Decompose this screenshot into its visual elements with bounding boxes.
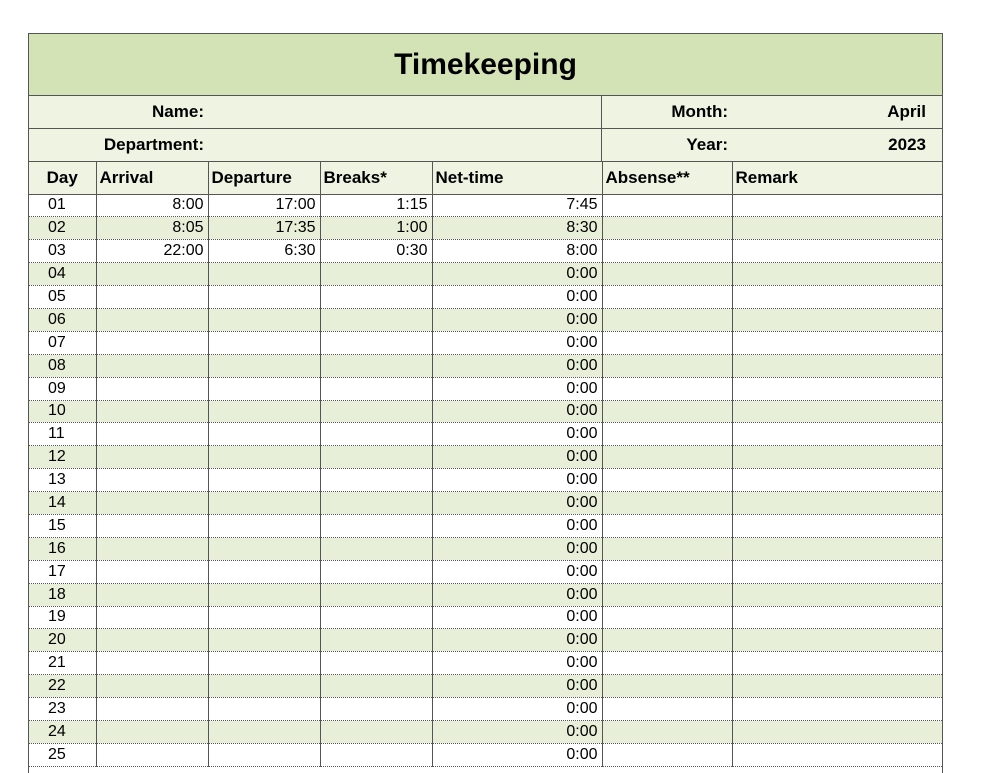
table-row xyxy=(29,629,942,652)
absence-cell[interactable] xyxy=(602,217,732,240)
breaks-cell[interactable] xyxy=(320,423,432,446)
remark-cell[interactable] xyxy=(732,194,942,217)
absence-cell[interactable] xyxy=(602,698,732,721)
net-time-cell: 0:00 xyxy=(432,492,602,515)
department-label: Department: xyxy=(103,135,204,154)
breaks-cell[interactable]: 1:00 xyxy=(320,217,432,240)
departure-cell[interactable] xyxy=(208,606,320,629)
table-row xyxy=(29,354,942,377)
departure-cell[interactable] xyxy=(208,583,320,606)
name-label: Name: xyxy=(152,102,204,121)
remark-cell[interactable] xyxy=(732,423,942,446)
net-time-cell: 0:00 xyxy=(432,308,602,331)
absence-cell[interactable] xyxy=(602,400,732,423)
table-row xyxy=(29,537,942,560)
table-body xyxy=(29,194,942,766)
day-cell: 24 xyxy=(29,720,96,743)
absence-cell[interactable] xyxy=(602,720,732,743)
arrival-cell[interactable] xyxy=(96,331,208,354)
remark-cell[interactable] xyxy=(732,698,942,721)
arrival-cell[interactable] xyxy=(96,537,208,560)
arrival-cell[interactable] xyxy=(96,286,208,309)
table-row xyxy=(29,194,942,217)
day-cell: 22 xyxy=(29,675,96,698)
day-cell: 07 xyxy=(29,331,96,354)
day-cell: 10 xyxy=(29,400,96,423)
arrival-cell[interactable] xyxy=(96,423,208,446)
sheet-title: Timekeeping xyxy=(29,34,942,96)
departure-cell[interactable]: 6:30 xyxy=(208,240,320,263)
departure-cell[interactable] xyxy=(208,263,320,286)
absence-cell[interactable] xyxy=(602,743,732,766)
remark-cell[interactable] xyxy=(732,492,942,515)
absence-cell[interactable] xyxy=(602,537,732,560)
day-cell: 21 xyxy=(29,652,96,675)
breaks-cell[interactable] xyxy=(320,583,432,606)
info-row-department-year xyxy=(29,129,942,162)
breaks-cell[interactable] xyxy=(320,698,432,721)
arrival-cell[interactable] xyxy=(96,377,208,400)
year-label: Year: xyxy=(686,135,728,154)
absence-cell[interactable] xyxy=(602,583,732,606)
departure-cell[interactable] xyxy=(208,629,320,652)
day-cell: 14 xyxy=(29,492,96,515)
net-time-cell: 0:00 xyxy=(432,583,602,606)
arrival-cell[interactable] xyxy=(96,308,208,331)
arrival-cell[interactable] xyxy=(96,629,208,652)
departure-cell[interactable] xyxy=(208,675,320,698)
absence-cell[interactable] xyxy=(602,354,732,377)
net-time-cell: 0:00 xyxy=(432,720,602,743)
timekeeping-table xyxy=(29,162,942,767)
absence-cell[interactable] xyxy=(602,652,732,675)
breaks-cell[interactable]: 0:30 xyxy=(320,240,432,263)
departure-cell[interactable] xyxy=(208,743,320,766)
remark-cell[interactable] xyxy=(732,286,942,309)
table-row xyxy=(29,652,942,675)
table-row xyxy=(29,720,942,743)
breaks-cell[interactable] xyxy=(320,308,432,331)
arrival-cell[interactable] xyxy=(96,446,208,469)
breaks-cell[interactable] xyxy=(320,652,432,675)
column-header-breaks: Breaks* xyxy=(320,162,432,194)
column-header-remark: Remark xyxy=(732,162,942,194)
departure-cell[interactable] xyxy=(208,286,320,309)
arrival-cell[interactable] xyxy=(96,400,208,423)
table-row xyxy=(29,743,942,766)
net-time-cell: 0:00 xyxy=(432,400,602,423)
table-row xyxy=(29,263,942,286)
remark-cell[interactable] xyxy=(732,331,942,354)
net-time-cell: 0:00 xyxy=(432,331,602,354)
absence-cell[interactable] xyxy=(602,514,732,537)
table-row xyxy=(29,675,942,698)
arrival-cell[interactable] xyxy=(96,652,208,675)
departure-cell[interactable] xyxy=(208,560,320,583)
day-cell: 01 xyxy=(29,194,96,217)
remark-cell[interactable] xyxy=(732,560,942,583)
breaks-cell[interactable] xyxy=(320,514,432,537)
absence-cell[interactable] xyxy=(602,263,732,286)
column-header-net-time: Net-time xyxy=(432,162,602,194)
breaks-cell[interactable] xyxy=(320,537,432,560)
net-time-cell: 0:00 xyxy=(432,675,602,698)
arrival-cell[interactable] xyxy=(96,514,208,537)
day-cell: 11 xyxy=(29,423,96,446)
remark-cell[interactable] xyxy=(732,652,942,675)
breaks-cell[interactable] xyxy=(320,560,432,583)
remark-cell[interactable] xyxy=(732,354,942,377)
table-header-row xyxy=(29,162,942,194)
table-row xyxy=(29,331,942,354)
absence-cell[interactable] xyxy=(602,560,732,583)
column-header-departure: Departure xyxy=(208,162,320,194)
arrival-cell[interactable] xyxy=(96,743,208,766)
day-cell: 09 xyxy=(29,377,96,400)
absence-cell[interactable] xyxy=(602,492,732,515)
absence-cell[interactable] xyxy=(602,308,732,331)
net-time-cell: 0:00 xyxy=(432,446,602,469)
absence-cell[interactable] xyxy=(602,675,732,698)
departure-cell[interactable] xyxy=(208,446,320,469)
table-row xyxy=(29,423,942,446)
remark-cell[interactable] xyxy=(732,675,942,698)
year-cell[interactable] xyxy=(602,129,942,161)
table-row xyxy=(29,514,942,537)
departure-cell[interactable] xyxy=(208,331,320,354)
net-time-cell: 7:45 xyxy=(432,194,602,217)
day-cell: 16 xyxy=(29,537,96,560)
table-row xyxy=(29,286,942,309)
remark-cell[interactable] xyxy=(732,629,942,652)
departure-cell[interactable] xyxy=(208,652,320,675)
net-time-cell: 0:00 xyxy=(432,423,602,446)
day-cell: 17 xyxy=(29,560,96,583)
departure-cell[interactable] xyxy=(208,423,320,446)
absence-cell[interactable] xyxy=(602,377,732,400)
net-time-cell: 0:00 xyxy=(432,743,602,766)
departure-cell[interactable] xyxy=(208,720,320,743)
column-header-arrival: Arrival xyxy=(96,162,208,194)
departure-cell[interactable] xyxy=(208,492,320,515)
net-time-cell: 0:00 xyxy=(432,537,602,560)
absence-cell[interactable] xyxy=(602,286,732,309)
day-cell: 08 xyxy=(29,354,96,377)
absence-cell[interactable] xyxy=(602,606,732,629)
arrival-cell[interactable] xyxy=(96,263,208,286)
departure-cell[interactable] xyxy=(208,537,320,560)
absence-cell[interactable] xyxy=(602,423,732,446)
arrival-cell[interactable] xyxy=(96,698,208,721)
department-cell[interactable] xyxy=(29,129,602,161)
day-cell: 02 xyxy=(29,217,96,240)
breaks-cell[interactable] xyxy=(320,286,432,309)
breaks-cell[interactable] xyxy=(320,629,432,652)
breaks-cell[interactable] xyxy=(320,377,432,400)
absence-cell[interactable] xyxy=(602,629,732,652)
net-time-cell: 0:00 xyxy=(432,354,602,377)
breaks-cell[interactable] xyxy=(320,675,432,698)
arrival-cell[interactable] xyxy=(96,560,208,583)
departure-cell[interactable]: 17:35 xyxy=(208,217,320,240)
arrival-cell[interactable]: 22:00 xyxy=(96,240,208,263)
breaks-cell[interactable] xyxy=(320,492,432,515)
table-row xyxy=(29,240,942,263)
remark-cell[interactable] xyxy=(732,514,942,537)
breaks-cell[interactable] xyxy=(320,743,432,766)
day-cell: 06 xyxy=(29,308,96,331)
absence-cell[interactable] xyxy=(602,331,732,354)
timesheet xyxy=(28,33,943,773)
month-cell[interactable] xyxy=(602,96,942,128)
departure-cell[interactable] xyxy=(208,308,320,331)
remark-cell[interactable] xyxy=(732,308,942,331)
remark-cell[interactable] xyxy=(732,583,942,606)
table-row xyxy=(29,400,942,423)
day-cell: 03 xyxy=(29,240,96,263)
name-cell[interactable] xyxy=(29,96,602,128)
net-time-cell: 0:00 xyxy=(432,629,602,652)
departure-cell[interactable] xyxy=(208,698,320,721)
remark-cell[interactable] xyxy=(732,263,942,286)
net-time-cell: 0:00 xyxy=(432,698,602,721)
breaks-cell[interactable] xyxy=(320,469,432,492)
table-row xyxy=(29,469,942,492)
net-time-cell: 0:00 xyxy=(432,606,602,629)
breaks-cell[interactable] xyxy=(320,606,432,629)
remark-cell[interactable] xyxy=(732,400,942,423)
net-time-cell: 0:00 xyxy=(432,469,602,492)
absence-cell[interactable] xyxy=(602,446,732,469)
remark-cell[interactable] xyxy=(732,469,942,492)
month-value[interactable]: April xyxy=(887,102,926,121)
day-cell: 05 xyxy=(29,286,96,309)
table-row xyxy=(29,446,942,469)
arrival-cell[interactable] xyxy=(96,720,208,743)
net-time-cell: 0:00 xyxy=(432,377,602,400)
absence-cell[interactable] xyxy=(602,469,732,492)
breaks-cell[interactable] xyxy=(320,331,432,354)
day-cell: 04 xyxy=(29,263,96,286)
net-time-cell: 0:00 xyxy=(432,560,602,583)
day-cell: 25 xyxy=(29,743,96,766)
table-row xyxy=(29,217,942,240)
net-time-cell: 0:00 xyxy=(432,286,602,309)
absence-cell[interactable] xyxy=(602,194,732,217)
breaks-cell[interactable] xyxy=(320,400,432,423)
net-time-cell: 0:00 xyxy=(432,263,602,286)
net-time-cell: 8:00 xyxy=(432,240,602,263)
day-cell: 23 xyxy=(29,698,96,721)
departure-cell[interactable] xyxy=(208,469,320,492)
month-label: Month: xyxy=(671,102,728,121)
arrival-cell[interactable] xyxy=(96,606,208,629)
absence-cell[interactable] xyxy=(602,240,732,263)
table-row xyxy=(29,583,942,606)
year-value[interactable]: 2023 xyxy=(888,135,926,154)
column-header-absence: Absense** xyxy=(602,162,732,194)
day-cell: 19 xyxy=(29,606,96,629)
breaks-cell[interactable] xyxy=(320,354,432,377)
info-row-name-month xyxy=(29,96,942,129)
breaks-cell[interactable] xyxy=(320,446,432,469)
departure-cell[interactable] xyxy=(208,354,320,377)
net-time-cell: 0:00 xyxy=(432,514,602,537)
remark-cell[interactable] xyxy=(732,537,942,560)
remark-cell[interactable] xyxy=(732,446,942,469)
net-time-cell: 8:30 xyxy=(432,217,602,240)
day-cell: 20 xyxy=(29,629,96,652)
remark-cell[interactable] xyxy=(732,743,942,766)
breaks-cell[interactable] xyxy=(320,720,432,743)
day-cell: 15 xyxy=(29,514,96,537)
table-row xyxy=(29,698,942,721)
arrival-cell[interactable]: 8:00 xyxy=(96,194,208,217)
table-row xyxy=(29,308,942,331)
remark-cell[interactable] xyxy=(732,377,942,400)
arrival-cell[interactable] xyxy=(96,354,208,377)
table-row xyxy=(29,377,942,400)
table-row xyxy=(29,492,942,515)
departure-cell[interactable] xyxy=(208,514,320,537)
table-row xyxy=(29,560,942,583)
departure-cell[interactable] xyxy=(208,400,320,423)
arrival-cell[interactable] xyxy=(96,492,208,515)
arrival-cell[interactable] xyxy=(96,469,208,492)
arrival-cell[interactable] xyxy=(96,675,208,698)
table-row xyxy=(29,606,942,629)
breaks-cell[interactable]: 1:15 xyxy=(320,194,432,217)
net-time-cell: 0:00 xyxy=(432,652,602,675)
remark-cell[interactable] xyxy=(732,217,942,240)
column-header-day: Day xyxy=(29,162,96,194)
arrival-cell[interactable] xyxy=(96,583,208,606)
departure-cell[interactable]: 17:00 xyxy=(208,194,320,217)
arrival-cell[interactable]: 8:05 xyxy=(96,217,208,240)
day-cell: 13 xyxy=(29,469,96,492)
day-cell: 12 xyxy=(29,446,96,469)
remark-cell[interactable] xyxy=(732,720,942,743)
remark-cell[interactable] xyxy=(732,240,942,263)
day-cell: 18 xyxy=(29,583,96,606)
departure-cell[interactable] xyxy=(208,377,320,400)
remark-cell[interactable] xyxy=(732,606,942,629)
breaks-cell[interactable] xyxy=(320,263,432,286)
